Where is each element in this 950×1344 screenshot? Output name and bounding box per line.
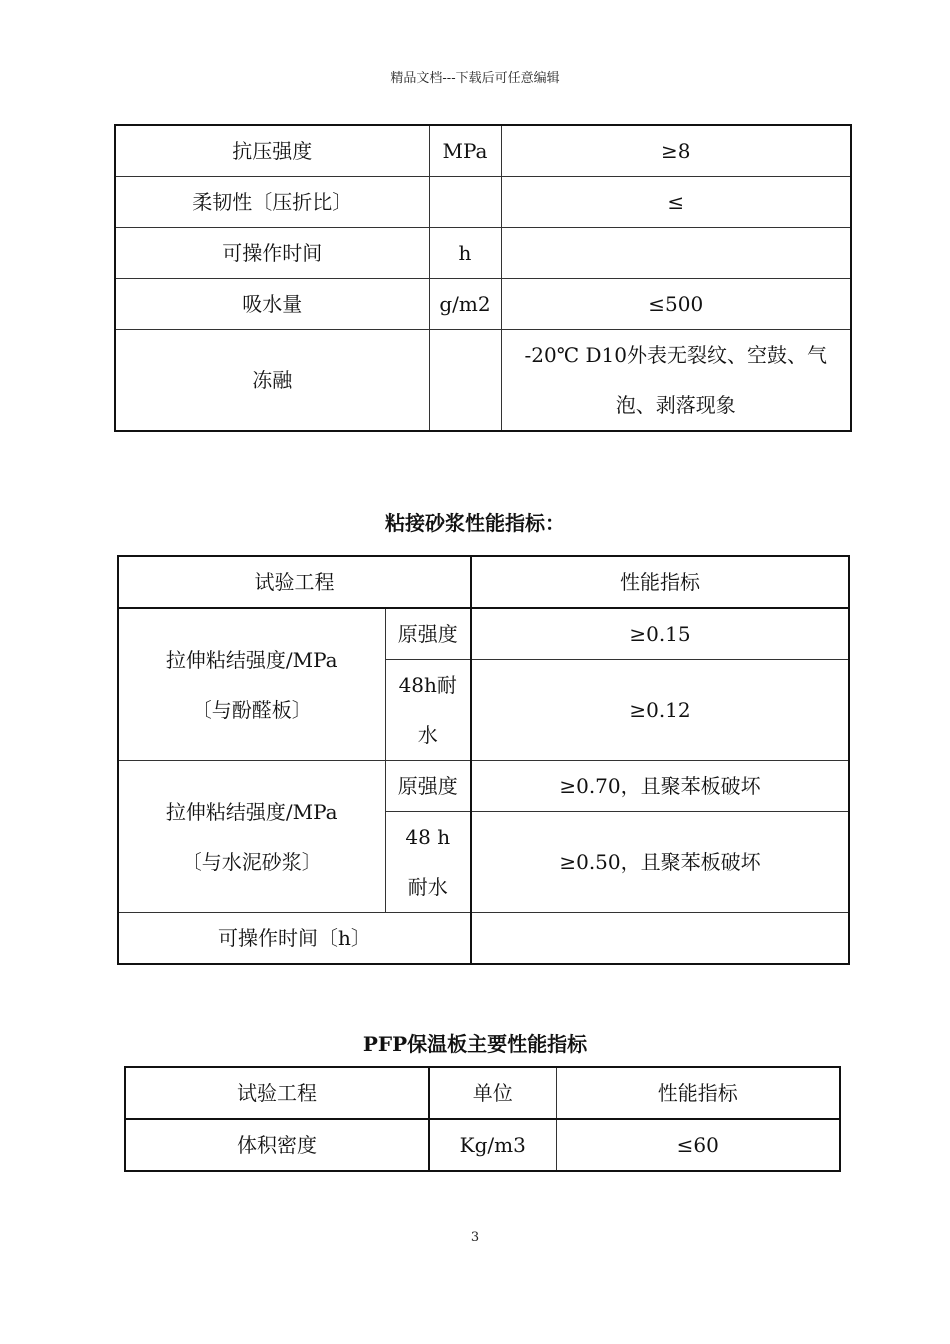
section-title: PFP保温板主要性能指标 xyxy=(362,1032,588,1056)
header-item: 试验工程 xyxy=(118,556,471,608)
table-header-row xyxy=(118,556,849,608)
sub-item-line: 耐水 xyxy=(407,875,448,899)
value-line: 泡、剥落现象 xyxy=(615,393,736,417)
property-name: 吸水量 xyxy=(115,279,429,330)
property-unit: h xyxy=(429,228,501,279)
mortar-table xyxy=(117,555,850,965)
table-header-row xyxy=(125,1067,840,1119)
sub-item: 原强度 xyxy=(385,761,471,812)
group-name-line: 拉伸粘结强度/MPa xyxy=(165,647,338,672)
property-value: ≤60 xyxy=(556,1119,840,1171)
sub-item: 原强度 xyxy=(385,608,471,660)
property-value xyxy=(501,330,851,432)
table-row xyxy=(118,608,849,660)
table-row xyxy=(115,177,851,228)
property-value: ≥8 xyxy=(501,125,851,177)
property-value: ≤500 xyxy=(501,279,851,330)
header-unit: 单位 xyxy=(429,1067,556,1119)
group-name xyxy=(118,761,385,913)
page-number: 3 xyxy=(470,1230,480,1245)
group-name-line: 〔与酚醛板〕 xyxy=(191,697,312,722)
value-line: -20℃ D10外表无裂纹、空鼓、气 xyxy=(524,343,827,367)
table-row xyxy=(125,1119,840,1171)
sub-item-line: 48h耐 xyxy=(398,673,457,697)
property-name: 可操作时间 xyxy=(115,228,429,279)
performance-value: ≥0.12 xyxy=(471,660,849,761)
sub-item xyxy=(385,660,471,761)
last-item-value xyxy=(471,913,849,965)
table-row xyxy=(115,228,851,279)
property-name: 冻融 xyxy=(115,330,429,432)
sub-item xyxy=(385,812,471,913)
table-row xyxy=(118,761,849,812)
property-unit: MPa xyxy=(429,125,501,177)
board-table xyxy=(124,1066,841,1172)
table-row xyxy=(115,279,851,330)
table-row xyxy=(115,125,851,177)
property-unit: Kg/m3 xyxy=(429,1119,556,1171)
group-name xyxy=(118,608,385,761)
property-value: ≤ xyxy=(501,177,851,228)
page-header: 精品文档---下载后可任意编辑 xyxy=(390,71,560,86)
header-performance: 性能指标 xyxy=(471,556,849,608)
property-value xyxy=(501,228,851,279)
table-row xyxy=(118,913,849,965)
sub-item-line: 水 xyxy=(417,723,438,747)
property-name: 抗压强度 xyxy=(115,125,429,177)
performance-value: ≥0.70，且聚苯板破坏 xyxy=(471,761,849,812)
performance-value: ≥0.15 xyxy=(471,608,849,660)
property-name: 体积密度 xyxy=(125,1119,429,1171)
header-item: 试验工程 xyxy=(125,1067,429,1119)
sub-item-line: 48 h xyxy=(405,825,451,849)
group-name-line: 〔与水泥砂浆〕 xyxy=(181,849,322,874)
property-unit xyxy=(429,330,501,432)
property-name: 柔韧性〔压折比〕 xyxy=(115,177,429,228)
section-title: 粘接砂浆性能指标： xyxy=(385,511,565,535)
performance-value: ≥0.50，且聚苯板破坏 xyxy=(471,812,849,913)
last-item-name: 可操作时间〔h〕 xyxy=(118,913,471,965)
property-unit xyxy=(429,177,501,228)
table-row xyxy=(115,330,851,432)
properties-table xyxy=(114,124,852,432)
group-name-line: 拉伸粘结强度/MPa xyxy=(165,799,338,824)
property-unit: g/m2 xyxy=(429,279,501,330)
header-performance: 性能指标 xyxy=(556,1067,840,1119)
